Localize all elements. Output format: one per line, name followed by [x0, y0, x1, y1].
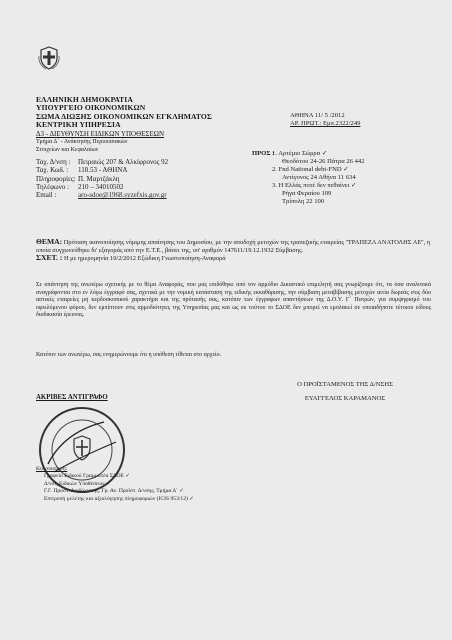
phone-row: Τηλέφωνο : 210 – 34010502	[36, 183, 124, 192]
signatory-title: Ο ΠΡΟΪΣΤΑΜΕΝΟΣ ΤΗΣ Δ/ΝΣΗΣ	[297, 381, 393, 388]
body-paragraph-1: Σε απάντηση της ανωτέρω σχετικής με το θέμα Αναφοράς, που μας επιδόθηκε από τον αρμόδιο Δικαστικό επιμελητή σας γνωρίζουμε ότι, τα όσα αναλυτικά αναγράφονται στο εν λόγω έγγραφό σας, σχετικά με την νομική κατάσταση της ειδικής εκκαθάρισης, την σύμβαση μεταβίβασης μετοχών αιτία δωρεάς στις δύο αστικές εταιρείες μη κερδοσκοπικού χαρακτήρα και της πρότασής σας, κατόπιν των έγγραφων απαντήσεων της Δ.Ο.Υ. Γ΄ Πατρών, για συμψηφισμό του οφειλόμενου φόρου, δεν εμπίπτουν στις αρμοδιότητες της Υπηρεσίας μας και ως εκ τούτου το ΣΔΟΕ δεν μπορεί να εμπλακεί σε οποιαδήποτε τέτοιου είδους διαδικασία έρευνας.	[36, 282, 431, 319]
recipient-2-address: Αντίγονος 24 Αθήνα 11 634	[282, 174, 356, 181]
header-line-central: ΚΕΝΤΡΙΚΗ ΥΠΗΡΕΣΙΑ	[36, 120, 121, 130]
notification-block	[36, 466, 336, 503]
reference-text: Η με ημερομηνία 10/2/2012 Εξώδικη Γνωστοποίηση-Αναφορά	[63, 255, 226, 263]
date-block	[290, 112, 360, 128]
subject-text: Πρόταση ικανοποίησης νόμιμης απαίτησης του Δημοσίου, με την αποδοχή μετοχών της τραπεζικής εταιρείας ''ΤΡΑΠΕΖΑ ΑΝΑΤΟΛΗΣ ΑΕ'', η οποία συγχωνεύθηκε δι' εξαγοράς από την Ε.Τ.Ε., βάσει της, υπ' αριθμόν 147611/19.12.1932 Σύμβασης.	[36, 239, 431, 254]
header-line-ministry: ΥΠΟΥΡΓΕΙΟ ΟΙΚΟΝΟΜΙΚΩΝ	[36, 103, 146, 113]
header-line-department-cont: Στοιχείων και Κεφαλαίων	[36, 147, 99, 154]
header-line-department: Τμήμα Δ΄ - Ανάκτησης Περιουσιακών	[36, 139, 128, 146]
recipient-3-address: Ρήγα Φεραίου 109	[282, 190, 332, 197]
notification-item-4: Επιτροπή μελέτης και αξιολόγησης πληροφοριών (ICIS 953/12) ✓	[44, 495, 194, 502]
postal-code-row: Ταχ. Κωδ. : 118.53 - ΑΘΗΝΑ	[36, 166, 128, 175]
signature-block	[260, 378, 430, 406]
recipient-1-address: Θεοδότου 24-26 Πάτρα 26 442	[282, 158, 365, 165]
protocol-number: ΑΡ. ΠΡΩΤ.: Εμπ.2322/249	[290, 120, 361, 127]
reference-label: ΣΧΕΤ. :	[36, 253, 63, 263]
subject-block	[36, 238, 436, 263]
header-line-republic: ΕΛΛΗΝΙΚΗ ΔΗΜΟΚΡΑΤΙΑ	[36, 95, 133, 104]
recipient-3: 3. Η Ελλάς ποτέ δεν πεθαίνει ✓	[272, 182, 357, 189]
info-row: Πληροφορίες: Π. Μαρτζάκλη	[36, 174, 120, 183]
notification-item-3: Γ.Γ. Προστ. Διαδόχιστης, Γρ. Αν. Προϊστ. Δ/νσης, Τμήμα Δ΄ ✓	[44, 488, 184, 495]
signatory-name: ΕΥΑΓΓΕΛΟΣ ΚΑΡΑΜΑΝΟΣ	[304, 395, 386, 402]
address-row: Ταχ. Δ/νση : Πειραιώς 207 & Αλκίφρονος 92	[36, 157, 169, 166]
body-paragraph-2: Κατόπιν των ανωτέρω, σας ενημερώνουμε ότι η υπόθεση τίθεται στο αρχείο.	[36, 352, 222, 358]
recipient-3-city: Τρίπολη 22 100	[282, 198, 325, 205]
header-line-sdoe: ΣΩΜΑ ΔΙΩΞΗΣ ΟΙΚΟΝΟΜΙΚΩΝ ΕΓΚΛΗΜΑΤΟΣ	[36, 111, 212, 121]
email-link[interactable]: aro-sdoe@1968.syzefxis.gov.gr	[78, 191, 167, 200]
recipient-1: 1. Αρτέμιο Σώρρα ✓	[272, 150, 328, 157]
notification-item-1: Γραφείο Ειδικού Γραμματέα ΣΔΟΕ ✓	[44, 473, 131, 480]
greek-coat-of-arms-icon	[38, 46, 60, 70]
email-row: Email : aro-sdoe@1968.syzefxis.gov.gr	[36, 191, 167, 200]
notification-item-2: Δ/νση Ειδικών Υποθέσεων ✓	[44, 480, 111, 487]
recipients-label: ΠΡΟΣ :	[252, 150, 275, 157]
sender-header	[36, 96, 276, 200]
subject-label: ΘΕΜΑ:	[36, 237, 63, 246]
document-date: ΑΘΗΝΑ 11/ 5 /2012	[290, 112, 345, 119]
recipient-2: 2. Fnd National debt-FND ✓	[272, 166, 349, 173]
notification-title: Κοινοποίηση:	[36, 466, 68, 472]
header-line-directorate: Δ3 - ΔΙΕΥΘΥΝΣΗ ΕΙΔΙΚΩΝ ΥΠΟΘΕΣΕΩΝ	[36, 129, 165, 138]
certified-copy-label: ΑΚΡΙΒΕΣ ΑΝΤΙΓΡΑΦΟ	[36, 394, 108, 401]
